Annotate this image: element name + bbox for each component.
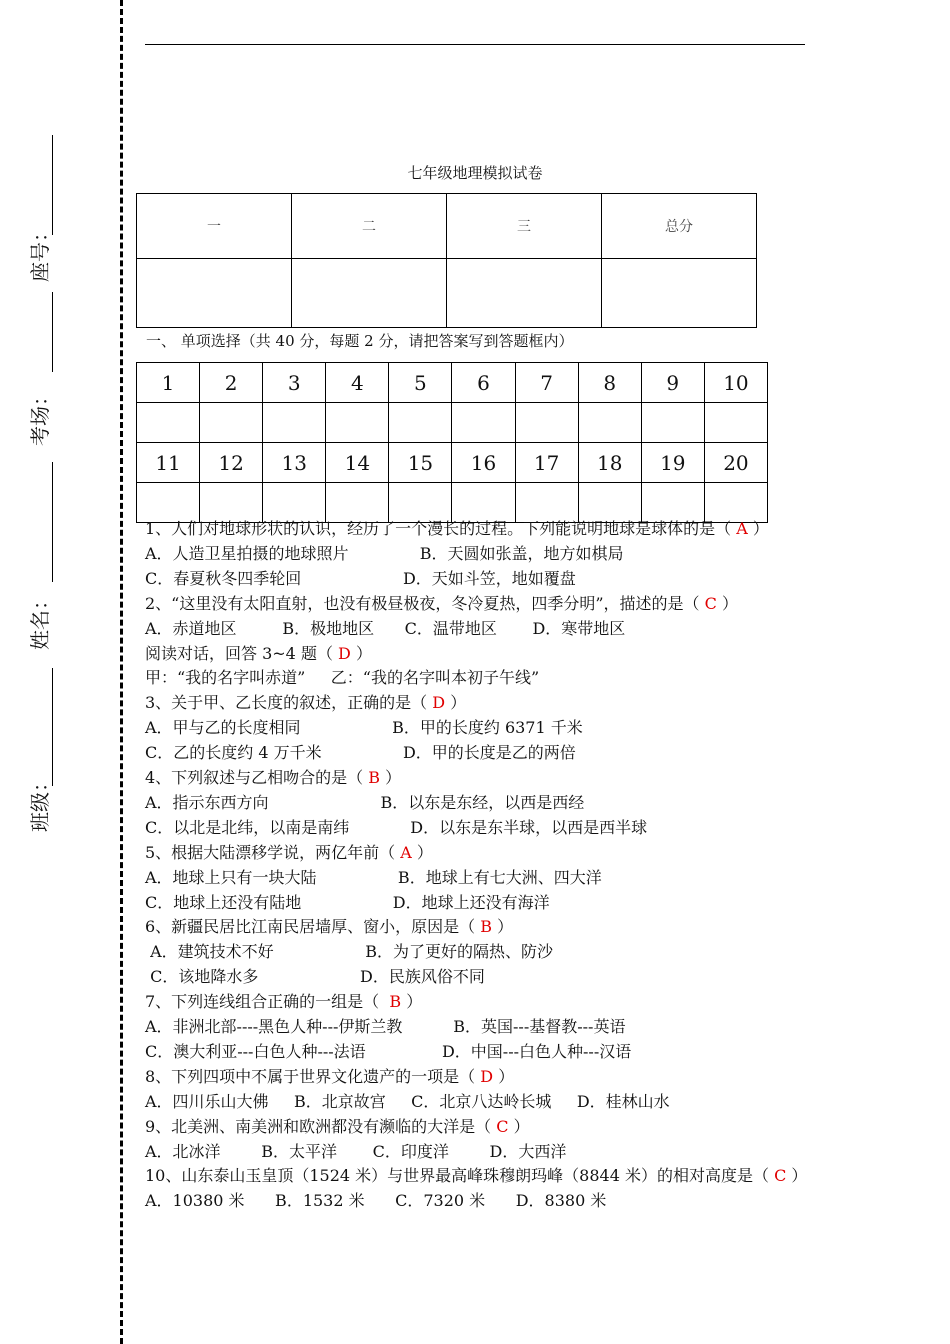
answer-number: 5 [389,363,452,403]
question-line [145,1014,625,1037]
answer-number: 4 [326,363,389,403]
line-text: A．非洲北部----黑色人种---伊斯兰教 B．英国---基督教---英语 [145,1017,626,1036]
question-line [145,516,769,539]
line-text: 阅读对话，回答 3~4 题（ [145,643,339,663]
question-line [145,541,624,564]
answer-mark: C [496,1116,509,1136]
question-line [145,591,738,614]
line-text: 2、“这里没有太阳直射，也没有极昼极夜，冬冷夏热，四季分明”，描述的是（ [145,593,705,613]
line-close: ） [508,1116,530,1136]
answer-number: 19 [641,443,704,483]
answer-number: 18 [578,443,641,483]
line-close: ） [747,519,769,538]
line-text: 3、关于甲、乙长度的叙述，正确的是（ [145,693,433,713]
answer-number: 2 [200,363,263,403]
line-text: A．地球上只有一块大陆 B．地球上有七大洲、四大洋 [145,867,602,887]
answer-mark: C [774,1166,787,1186]
line-text: 7、下列连线组合正确的一组是（ [145,992,390,1012]
answer-box[interactable] [200,403,263,443]
page-title: 七年级地理模拟试卷 [407,164,543,182]
line-text: 1、人们对地球形状的认识，经历了一个漫长的过程。下列能说明地球是球体的是（ [145,519,737,538]
name-label: 姓名： [28,590,52,650]
question-line [145,765,401,788]
exam-room-label: 考场： [28,386,52,446]
class-label: 班级： [28,772,52,832]
line-text: 4、下列叙述与乙相吻合的是（ [145,768,369,787]
answer-mark: D [432,693,446,713]
answer-number: 11 [137,443,200,483]
answer-box[interactable] [641,403,704,443]
line-close: ） [716,593,738,613]
score-header: 二 [292,194,447,259]
answer-number: 17 [515,443,578,483]
answer-box[interactable] [704,403,767,443]
answer-box[interactable] [515,403,578,443]
answer-number: 7 [515,363,578,403]
line-text: C．该地降水多 D．民族风俗不同 [145,967,485,987]
line-close: ） [492,917,514,937]
answer-number: 16 [452,443,515,483]
score-cell[interactable] [292,259,447,328]
section-heading: 一、 单项选择（共 40 分，每题 2 分，请把答案写到答题框内） [146,332,574,350]
question-line [145,1064,514,1087]
line-close: ） [380,768,402,787]
answer-number: 9 [641,363,704,403]
line-text: C．乙的长度约 4 万千米 D．甲的长度是乙的两倍 [145,743,576,763]
answer-number: 8 [578,363,641,403]
seat-number-label: 座号： [28,222,52,282]
line-close: ） [350,643,372,663]
score-cell[interactable] [447,259,602,328]
question-line [145,1089,670,1112]
line-text: 8、下列四项中不属于世界文化遗产的一项是（ [145,1066,481,1086]
question-line [145,890,550,913]
line-close: ） [786,1166,808,1186]
question-line [145,690,466,713]
question-line [145,989,422,1012]
line-text: A．建筑技术不好 B．为了更好的隔热、防沙 [145,942,553,962]
question-line [145,566,576,589]
score-table [136,193,757,328]
line-text: A．四川乐山大佛 B．北京故宫 C．北京八达岭长城 D．桂林山水 [145,1091,670,1111]
answer-mark: A [400,842,412,862]
line-close: ） [401,992,423,1012]
line-close: ） [445,693,467,713]
line-close: ） [493,1066,515,1086]
answer-mark: D [480,1066,494,1086]
line-close: ） [411,842,433,862]
line-text: 9、北美洲、南美洲和欧洲都没有濒临的大洋是（ [145,1116,497,1136]
question-line [145,1039,631,1062]
answer-mark: B [480,917,493,937]
line-text: A．10380 米 B．1532 米 C．7320 米 D．8380 米 [145,1191,607,1211]
score-cell[interactable] [137,259,292,328]
question-line [145,914,513,937]
answer-box[interactable] [326,403,389,443]
line-text: 甲：“我的名字叫赤道” 乙：“我的名字叫本初子午线” [145,668,540,688]
score-cell[interactable] [602,259,757,328]
answer-number: 3 [263,363,326,403]
answer-number: 15 [389,443,452,483]
question-line [145,616,625,639]
answer-mark: A [736,519,748,538]
line-text: 6、新疆民居比江南民居墙厚、窗小，原因是（ [145,917,481,937]
class-blank [52,668,53,786]
line-text: A．北冰洋 B．太平洋 C．印度洋 D．大西洋 [145,1141,567,1161]
question-line [145,790,584,813]
line-text: 10、山东泰山玉皇顶（1524 米）与世界最高峰珠穆朗玛峰（8844 米）的相对高度是（ [145,1166,775,1186]
answer-box[interactable] [137,403,200,443]
answer-number: 14 [326,443,389,483]
question-line [145,1188,606,1211]
score-header: 总分 [602,194,757,259]
question-line [145,939,553,962]
question-line [145,1139,566,1162]
answer-mark: D [338,643,351,663]
answer-mark: C [704,593,717,613]
question-line [145,1114,530,1137]
answer-mark: B [389,992,402,1012]
question-line [145,964,485,987]
binding-dashed-line [120,0,123,1344]
question-line [145,840,433,863]
answer-box[interactable] [263,403,326,443]
answer-number: 20 [704,443,767,483]
answer-box[interactable] [578,403,641,443]
answer-mark: B [368,768,381,787]
question-line [145,815,647,838]
line-text: A．甲与乙的长度相同 B．甲的长度约 6371 千米 [145,718,583,738]
answer-number: 12 [200,443,263,483]
answer-number: 13 [263,443,326,483]
answer-number: 1 [137,363,200,403]
line-text: C．春夏秋冬四季轮回 D．天如斗笠，地如覆盘 [145,568,576,588]
score-header: 一 [137,194,292,259]
question-line [145,641,372,664]
question-line [145,665,539,688]
line-text: 5、根据大陆漂移学说，两亿年前（ [145,842,401,862]
question-line [145,715,583,738]
question-line [145,865,602,888]
exam-room-blank [52,292,53,372]
question-line [145,740,576,763]
line-text: C．地球上还没有陆地 D．地球上还没有海洋 [145,892,550,912]
answer-box[interactable] [452,403,515,443]
answer-grid [136,362,768,523]
seat-number-blank [52,135,53,235]
line-text: A．人造卫星拍摄的地球照片 B．天圆如张盖，地方如棋局 [145,543,624,563]
line-text: A．赤道地区 B．极地地区 C．温带地区 D．寒带地区 [145,618,626,638]
score-header: 三 [447,194,602,259]
line-text: C．澳大利亚---白色人种---法语 D．中国---白色人种---汉语 [145,1041,632,1061]
answer-box[interactable] [389,403,452,443]
answer-number: 6 [452,363,515,403]
name-blank [52,462,53,582]
line-text: C．以北是北纬，以南是南纬 D．以东是东半球，以西是西半球 [145,817,648,837]
answer-number: 10 [704,363,767,403]
line-text: A．指示东西方向 B．以东是东经，以西是西经 [145,792,585,812]
header-rule [145,44,805,45]
question-line [145,1163,807,1186]
